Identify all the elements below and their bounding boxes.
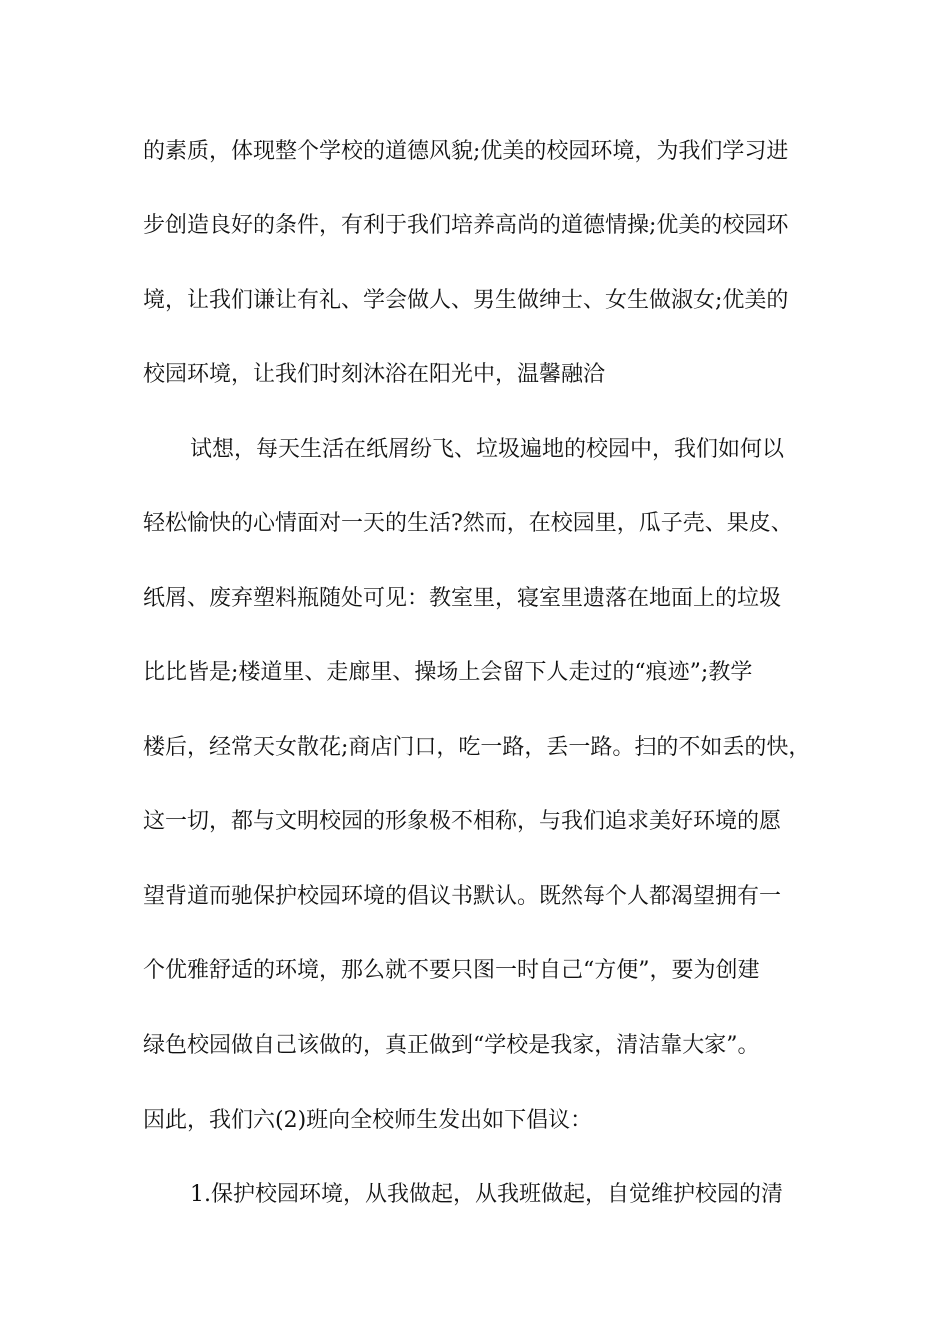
text-line: 这一切，都与文明校园的形象极不相称，与我们追求美好环境的愿 [143,809,782,834]
list-item-1: 1.保护校园环境，从我做起，从我班做起，自觉维护校园的清 [190,1182,783,1207]
text-line: 校园环境，让我们时刻沐浴在阳光中，温馨融洽 [143,362,606,387]
text-line: 步创造良好的条件，有利于我们培养高尚的道德情操;优美的校园环 [143,213,789,238]
text-line: 绿色校园做自己该做的，真正做到“学校是我家，清洁靠大家”。 [143,1033,760,1058]
text-line: 比比皆是;楼道里、走廊里、操场上会留下人走过的“痕迹”;教学 [143,660,753,685]
text-line: 楼后，经常天女散花;商店门口，吃一路，丢一路。扫的不如丢的快， [143,735,811,760]
text-line: 纸屑、废弃塑料瓶随处可见：教室里，寝室里遗落在地面上的垃圾 [143,586,782,611]
text-line: 个优雅舒适的环境，那么就不要只图一时自己“方便”，要为创建 [143,958,760,983]
text-line: 的素质，体现整个学校的道德风貌;优美的校园环境，为我们学习进 [143,139,789,164]
text-line: 因此，我们六(2)班向全校师生发出如下倡议： [143,1108,593,1133]
text-line: 境，让我们谦让有礼、学会做人、男生做绅士、女生做淑女;优美的 [143,288,789,313]
text-line: 轻松愉快的心情面对一天的生活?然而，在校园里，瓜子壳、果皮、 [143,511,793,536]
paragraph-first-line: 试想，每天生活在纸屑纷飞、垃圾遍地的校园中，我们如何以 [190,437,785,462]
text-line: 望背道而驰保护校园环境的倡议书默认。既然每个人都渴望拥有一 [143,884,782,909]
